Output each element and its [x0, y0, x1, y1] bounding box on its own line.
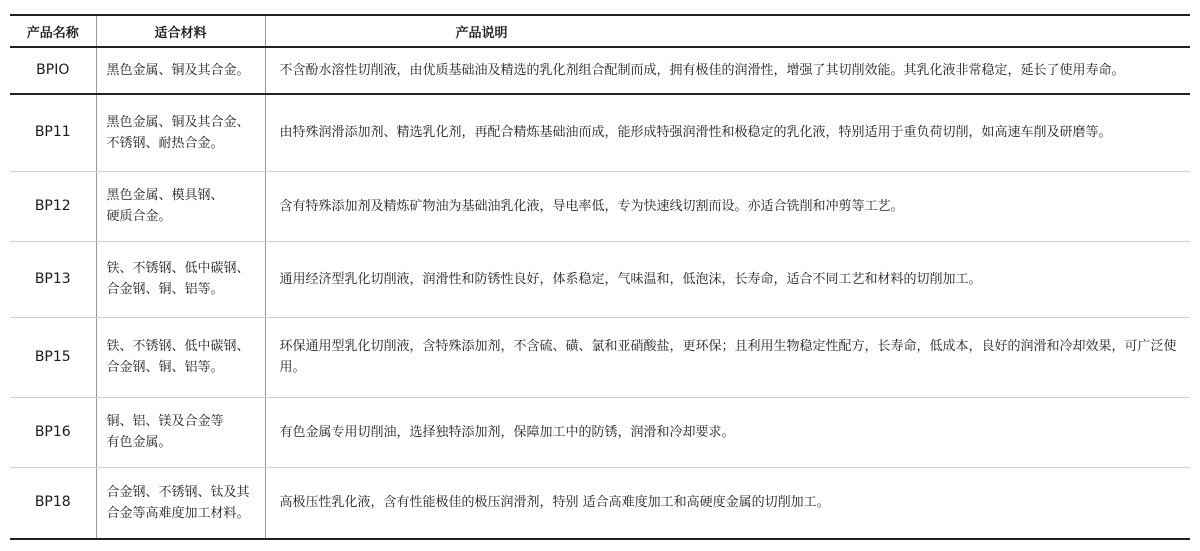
product-description: 由特殊润滑添加剂、精选乳化剂，再配合精炼基础油而成，能形成特强润滑性和极稳定的乳化液，特别适用于重负荷切削，如高速车削及研磨等。 [265, 94, 1190, 171]
product-description: 含有特殊添加剂及精炼矿物油为基础油乳化液，导电率低，专为快速线切割而设。亦适合铣削和冲剪等工艺。 [265, 171, 1190, 241]
material-line: 不锈钢、耐热合金。 [106, 135, 224, 151]
table-row [10, 241, 1190, 317]
product-table [10, 14, 1190, 540]
table-row [10, 47, 1190, 94]
material-line: 铜、铝、镁及合金等 [106, 414, 224, 429]
material-line: 黑色金属、铜及其合金。 [106, 63, 250, 78]
product-name: BP12 [10, 171, 96, 241]
product-name: BP15 [10, 317, 96, 397]
material-line: 合金钢、铜、铝等。 [106, 360, 224, 375]
product-description: 有色金属专用切削油，选择独特添加剂，保障加工中的防锈，润滑和冷却要求。 [265, 397, 1190, 467]
product-material [96, 241, 265, 317]
product-material [96, 94, 265, 171]
material-line: 合金钢、不锈钢、钛及其 [106, 484, 250, 500]
material-line: 黑色金属、铜及其合金、 [106, 114, 250, 130]
header-product-name: 产品名称 [10, 15, 96, 47]
product-description: 不含酚水溶性切削液，由优质基础油及精选的乳化剂组合配制而成，拥有极佳的润滑性，增强了其切削效能。其乳化液非常稳定，延长了使用寿命。 [265, 47, 1190, 94]
product-table-wrapper [10, 14, 1190, 540]
table-row [10, 94, 1190, 171]
product-description: 通用经济型乳化切削液，润滑性和防锈性良好，体系稳定，气味温和，低泡沫，长寿命，适合不同工艺和材料的切削加工。 [265, 241, 1190, 317]
product-name: BP16 [10, 397, 96, 467]
material-line: 铁、不锈钢、低中碳钢、 [106, 261, 250, 276]
header-material: 适合材料 [96, 15, 265, 47]
product-material [96, 397, 265, 467]
material-line: 合金等高难度加工材料。 [106, 505, 250, 521]
product-material [96, 171, 265, 241]
table-row [10, 397, 1190, 467]
material-line: 铁、不锈钢、低中碳钢、 [106, 339, 250, 354]
product-name: BPIO [10, 47, 96, 94]
product-material [96, 47, 265, 94]
table-row [10, 467, 1190, 539]
product-description: 环保通用型乳化切削液，含特殊添加剂，不含硫、磺、氯和亚硝酸盐，更环保；且利用生物稳定性配方，长寿命，低成本，良好的润滑和冷却效果，可广泛使用。 [265, 317, 1190, 397]
table-header-row [10, 15, 1190, 47]
material-line: 有色金属。 [106, 435, 172, 450]
product-material [96, 317, 265, 397]
material-line: 合金钢、铜、铝等。 [106, 282, 224, 297]
product-name: BP18 [10, 467, 96, 539]
material-line: 硬质合金。 [106, 209, 172, 224]
material-line: 黑色金属、模具钢、 [106, 188, 224, 203]
header-description: 产品说明 [265, 15, 1190, 47]
product-material [96, 467, 265, 539]
product-name: BP11 [10, 94, 96, 171]
table-row [10, 317, 1190, 397]
product-name: BP13 [10, 241, 96, 317]
product-description: 高极压性乳化液，含有性能极佳的极压润滑剂，特别 适合高难度加工和高硬度金属的切削加工。 [265, 467, 1190, 539]
table-row [10, 171, 1190, 241]
